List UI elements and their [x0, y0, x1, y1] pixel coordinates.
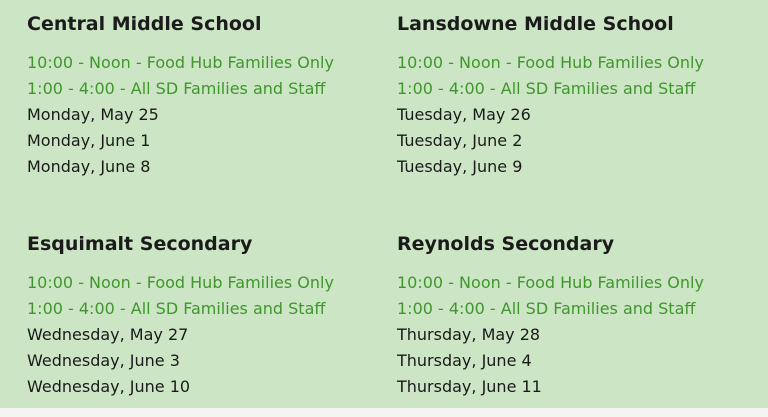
distribution-date: Tuesday, June 2: [397, 131, 523, 150]
hours-all-families: 1:00 - 4:00 - All SD Families and Staff: [397, 79, 696, 98]
school-name: Lansdowne Middle School: [397, 13, 674, 35]
distribution-date: Thursday, May 28: [397, 325, 541, 344]
distribution-date: Wednesday, June 10: [27, 377, 191, 396]
school-name: Reynolds Secondary: [397, 233, 615, 255]
distribution-date: Monday, May 25: [27, 105, 159, 124]
school-name: Central Middle School: [27, 13, 262, 35]
distribution-date: Wednesday, June 3: [27, 351, 180, 370]
hours-food-hub: 10:00 - Noon - Food Hub Families Only: [27, 53, 334, 72]
hours-food-hub: 10:00 - Noon - Food Hub Families Only: [397, 53, 704, 72]
hours-all-families: 1:00 - 4:00 - All SD Families and Staff: [27, 79, 326, 98]
distribution-date: Tuesday, May 26: [397, 105, 531, 124]
school-name: Esquimalt Secondary: [27, 233, 253, 255]
distribution-date: Tuesday, June 9: [397, 157, 523, 176]
school-block-reynolds: [397, 232, 757, 400]
distribution-date: Thursday, June 11: [397, 377, 542, 396]
hours-all-families: 1:00 - 4:00 - All SD Families and Staff: [397, 299, 696, 318]
school-block-lansdowne: [397, 12, 757, 180]
distribution-date: Monday, June 8: [27, 157, 151, 176]
school-block-central: [27, 12, 387, 180]
distribution-date: Wednesday, May 27: [27, 325, 189, 344]
hours-food-hub: 10:00 - Noon - Food Hub Families Only: [397, 273, 704, 292]
school-block-esquimalt: [27, 232, 387, 400]
distribution-date: Monday, June 1: [27, 131, 151, 150]
hours-all-families: 1:00 - 4:00 - All SD Families and Staff: [27, 299, 326, 318]
hours-food-hub: 10:00 - Noon - Food Hub Families Only: [27, 273, 334, 292]
distribution-date: Thursday, June 4: [397, 351, 532, 370]
